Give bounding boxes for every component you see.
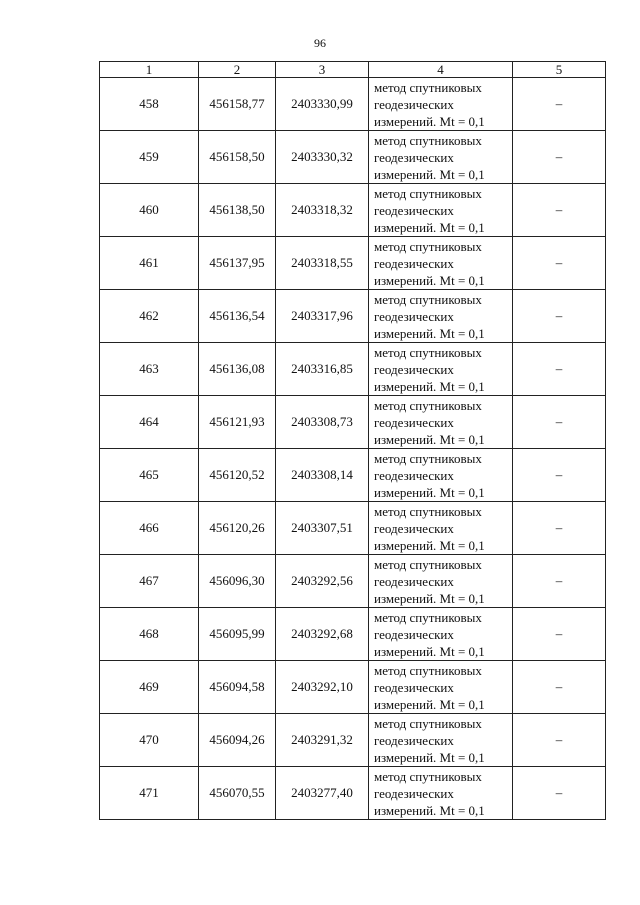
table-row [100,449,606,502]
method-line: измерений. Mt = 0,1 [374,325,485,341]
method-line: геодезических [374,679,454,695]
x-coordinate-cell: 456158,77 [199,78,276,131]
point-number-cell: 464 [100,396,199,449]
method-cell [369,555,513,608]
method-line: геодезических [374,520,454,536]
page-number: 96 [314,36,326,50]
method-line: измерений. Mt = 0,1 [374,166,485,182]
note-cell: – [513,714,606,767]
point-number-cell: 463 [100,343,199,396]
header-row [100,62,606,78]
method-line: геодезических [374,414,454,430]
method-line: геодезических [374,573,454,589]
point-number-cell: 468 [100,608,199,661]
point-number-cell: 471 [100,767,199,820]
method-line: измерений. Mt = 0,1 [374,643,485,659]
method-line: геодезических [374,255,454,271]
method-cell [369,502,513,555]
method-line: измерений. Mt = 0,1 [374,696,485,712]
table-row [100,555,606,608]
point-number-cell: 466 [100,502,199,555]
y-coordinate-cell: 2403316,85 [276,343,369,396]
method-cell [369,237,513,290]
y-coordinate-cell: 2403308,73 [276,396,369,449]
y-coordinate-cell: 2403307,51 [276,502,369,555]
method-line: метод спутниковых [374,185,482,201]
method-line: метод спутниковых [374,609,482,625]
method-cell [369,184,513,237]
method-cell [369,343,513,396]
table-header [100,62,606,78]
note-cell: – [513,184,606,237]
note-cell: – [513,555,606,608]
method-line: измерений. Mt = 0,1 [374,113,485,129]
y-coordinate-cell: 2403330,32 [276,131,369,184]
y-coordinate-cell: 2403292,10 [276,661,369,714]
point-number-cell: 461 [100,237,199,290]
method-line: измерений. Mt = 0,1 [374,219,485,235]
note-cell: – [513,237,606,290]
table-row [100,714,606,767]
header-col-3: 3 [276,62,369,78]
point-number-cell: 458 [100,78,199,131]
note-cell: – [513,449,606,502]
point-number-cell: 470 [100,714,199,767]
note-cell: – [513,343,606,396]
method-line: геодезических [374,361,454,377]
note-cell: – [513,661,606,714]
y-coordinate-cell: 2403308,14 [276,449,369,502]
x-coordinate-cell: 456121,93 [199,396,276,449]
method-line: метод спутниковых [374,715,482,731]
note-cell: – [513,78,606,131]
method-line: геодезических [374,308,454,324]
table-row [100,502,606,555]
table-row [100,184,606,237]
x-coordinate-cell: 456070,55 [199,767,276,820]
note-cell: – [513,608,606,661]
y-coordinate-cell: 2403330,99 [276,78,369,131]
method-cell [369,661,513,714]
header-col-2: 2 [199,62,276,78]
method-line: геодезических [374,149,454,165]
method-line: измерений. Mt = 0,1 [374,484,485,500]
method-line: метод спутниковых [374,556,482,572]
method-line: метод спутниковых [374,397,482,413]
point-number-cell: 462 [100,290,199,343]
method-cell [369,396,513,449]
point-number-cell: 465 [100,449,199,502]
x-coordinate-cell: 456158,50 [199,131,276,184]
method-cell [369,78,513,131]
table-body [100,78,606,820]
point-number-cell: 459 [100,131,199,184]
method-line: измерений. Mt = 0,1 [374,590,485,606]
header-col-5: 5 [513,62,606,78]
coordinates-table [99,61,606,820]
y-coordinate-cell: 2403317,96 [276,290,369,343]
note-cell: – [513,131,606,184]
x-coordinate-cell: 456137,95 [199,237,276,290]
table-row [100,767,606,820]
method-line: геодезических [374,96,454,112]
method-cell [369,608,513,661]
note-cell: – [513,767,606,820]
x-coordinate-cell: 456096,30 [199,555,276,608]
x-coordinate-cell: 456136,08 [199,343,276,396]
method-line: метод спутниковых [374,132,482,148]
x-coordinate-cell: 456136,54 [199,290,276,343]
method-line: метод спутниковых [374,291,482,307]
method-line: геодезических [374,626,454,642]
method-line: метод спутниковых [374,450,482,466]
method-line: метод спутниковых [374,79,482,95]
y-coordinate-cell: 2403318,32 [276,184,369,237]
point-number-cell: 469 [100,661,199,714]
method-line: измерений. Mt = 0,1 [374,272,485,288]
x-coordinate-cell: 456094,26 [199,714,276,767]
method-cell [369,290,513,343]
table-row [100,396,606,449]
method-line: измерений. Mt = 0,1 [374,802,485,818]
method-line: геодезических [374,732,454,748]
note-cell: – [513,290,606,343]
method-line: метод спутниковых [374,768,482,784]
method-cell [369,767,513,820]
method-line: измерений. Mt = 0,1 [374,431,485,447]
method-line: геодезических [374,467,454,483]
method-line: геодезических [374,202,454,218]
method-line: измерений. Mt = 0,1 [374,378,485,394]
table-row [100,343,606,396]
y-coordinate-cell: 2403292,68 [276,608,369,661]
x-coordinate-cell: 456138,50 [199,184,276,237]
method-line: метод спутниковых [374,238,482,254]
table-row [100,78,606,131]
method-line: измерений. Mt = 0,1 [374,537,485,553]
y-coordinate-cell: 2403291,32 [276,714,369,767]
method-line: геодезических [374,785,454,801]
method-cell [369,714,513,767]
table-row [100,237,606,290]
method-cell [369,131,513,184]
y-coordinate-cell: 2403318,55 [276,237,369,290]
method-line: метод спутниковых [374,662,482,678]
note-cell: – [513,396,606,449]
method-cell [369,449,513,502]
point-number-cell: 460 [100,184,199,237]
table-row [100,661,606,714]
x-coordinate-cell: 456094,58 [199,661,276,714]
x-coordinate-cell: 456120,26 [199,502,276,555]
table-row [100,290,606,343]
method-line: метод спутниковых [374,503,482,519]
y-coordinate-cell: 2403292,56 [276,555,369,608]
y-coordinate-cell: 2403277,40 [276,767,369,820]
x-coordinate-cell: 456120,52 [199,449,276,502]
method-line: метод спутниковых [374,344,482,360]
method-line: измерений. Mt = 0,1 [374,749,485,765]
header-col-1: 1 [100,62,199,78]
header-col-4: 4 [369,62,513,78]
note-cell: – [513,502,606,555]
x-coordinate-cell: 456095,99 [199,608,276,661]
table-row [100,608,606,661]
table-row [100,131,606,184]
point-number-cell: 467 [100,555,199,608]
